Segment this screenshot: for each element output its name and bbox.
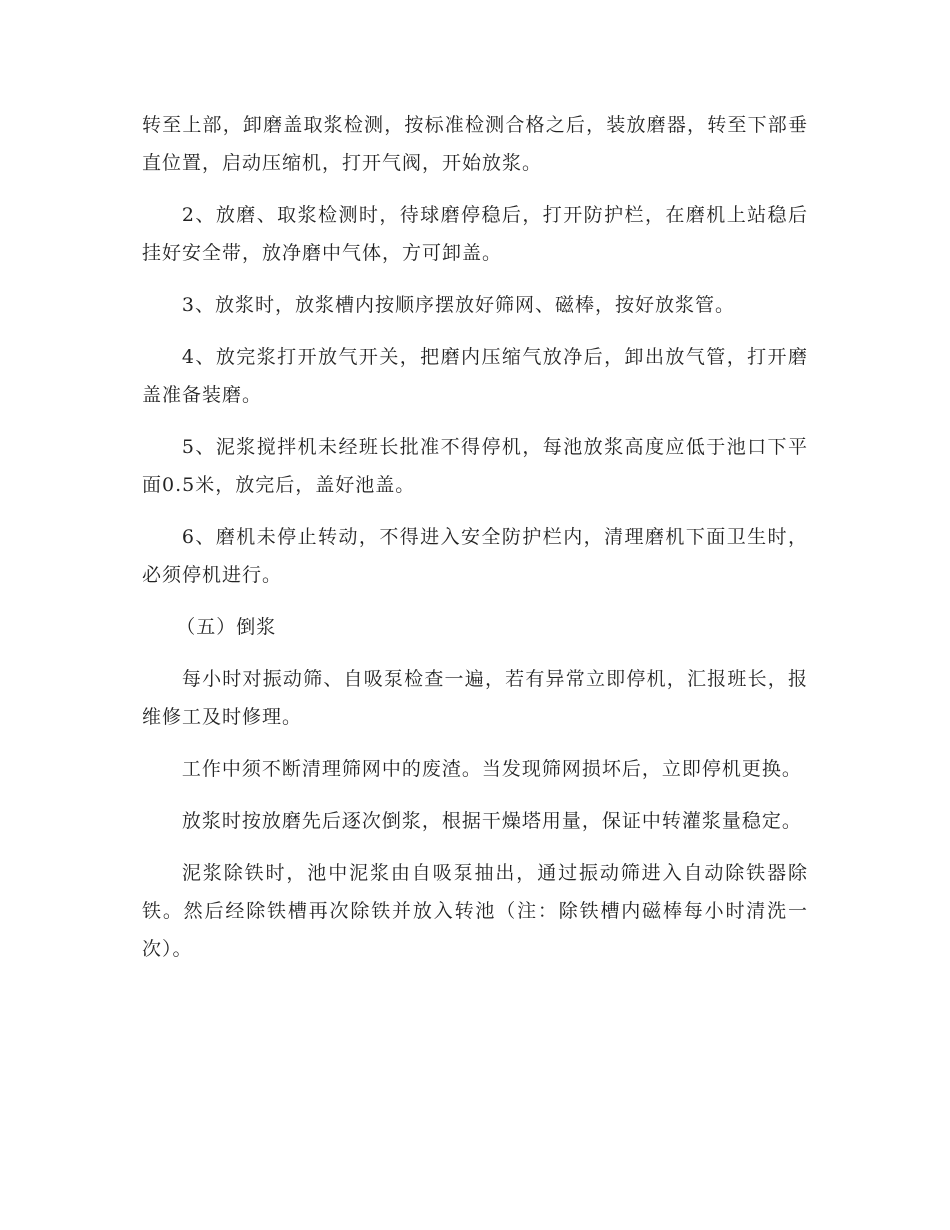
paragraph-inspection: 每小时对振动筛、自吸泵检查一遍，若有异常立即停机，汇报班长，报维修工及时修理。: [142, 668, 808, 728]
document-body: [142, 106, 808, 982]
paragraph-item-3: 3、放浆时，放浆槽内按顺序摆放好筛网、磁棒，按好放浆管。: [181, 294, 735, 316]
paragraph-slurry-transfer: 放浆时按放磨先后逐次倒浆，根据干燥塔用量，保证中转灌浆量稳定。: [181, 810, 802, 832]
paragraph-screen-cleaning: 工作中须不断清理筛网中的废渣。当发现筛网损坏后，立即停机更换。: [181, 758, 802, 780]
paragraph-item-5: 5、泥浆搅拌机未经班长批准不得停机，每池放浆高度应低于池口下平面0.5米，放完后，盖好池盖。: [142, 436, 808, 496]
paragraph-iron-removal: 泥浆除铁时，池中泥浆由自吸泵抽出，通过振动筛进入自动除铁器除铁。然后经除铁槽再次除铁并放入转池（注：除铁槽内磁棒每小时清洗一次）。: [142, 862, 808, 960]
paragraph-item-2: 2、放磨、取浆检测时，待球磨停稳后，打开防护栏，在磨机上站稳后挂好安全带，放净磨中气体，方可卸盖。: [142, 204, 808, 264]
paragraph-continuation: 转至上部，卸磨盖取浆检测，按标准检测合格之后，装放磨器，转至下部垂直位置，启动压缩机，打开气阀，开始放浆。: [142, 114, 808, 174]
paragraph-item-4: 4、放完浆打开放气开关，把磨内压缩气放净后，卸出放气管，打开磨盖准备装磨。: [142, 346, 808, 406]
paragraph-item-6: 6、磨机未停止转动，不得进入安全防护栏内，清理磨机下面卫生时，必须停机进行。: [142, 526, 808, 586]
section-heading: （五）倒浆: [176, 616, 277, 638]
